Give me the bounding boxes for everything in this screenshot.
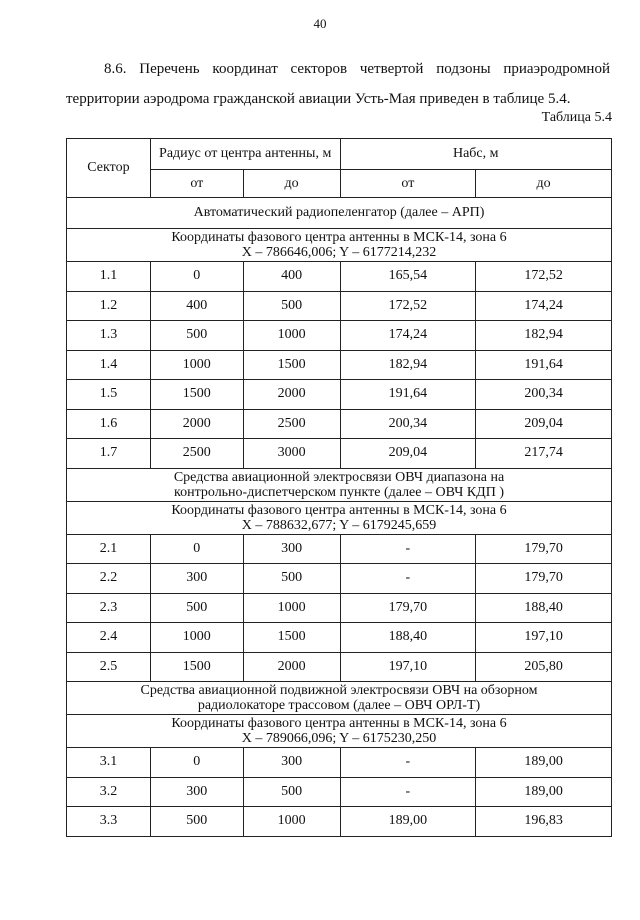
table-row <box>67 807 612 837</box>
cell-sector: 1.6 <box>67 409 151 439</box>
group-title-line: контрольно-диспетчерском пункте (далее – ОВЧ КДП ) <box>174 484 504 500</box>
cell-habs-to: 217,74 <box>476 439 612 469</box>
cell-radius-to: 300 <box>243 534 340 564</box>
cell-habs-from: 165,54 <box>340 262 476 292</box>
cell-radius-from: 0 <box>150 262 243 292</box>
group-coordinates-line: Координаты фазового центра антенны в МСК-14, зона 6 <box>171 716 507 731</box>
cell-radius-to: 300 <box>243 748 340 778</box>
cell-sector: 1.3 <box>67 321 151 351</box>
cell-radius-to: 1500 <box>243 350 340 380</box>
cell-sector: 3.1 <box>67 748 151 778</box>
cell-habs-from: 191,64 <box>340 380 476 410</box>
group-coordinates <box>67 715 612 748</box>
cell-habs-from: - <box>340 748 476 778</box>
page-number: 40 <box>313 16 327 31</box>
table-row <box>67 321 612 351</box>
cell-habs-from: - <box>340 534 476 564</box>
group-title-line: Средства авиационной подвижной электросвязи ОВЧ на обзорном <box>140 683 538 698</box>
cell-habs-to: 189,00 <box>476 748 612 778</box>
cell-radius-to: 500 <box>243 777 340 807</box>
group-title <box>67 198 612 229</box>
cell-radius-to: 400 <box>243 262 340 292</box>
cell-habs-to: 172,52 <box>476 262 612 292</box>
cell-habs-to: 182,94 <box>476 321 612 351</box>
cell-radius-from: 500 <box>150 807 243 837</box>
group-title-line: Средства авиационной электросвязи ОВЧ диапазона на <box>173 469 505 485</box>
cell-habs-to: 191,64 <box>476 350 612 380</box>
cell-radius-from: 1500 <box>150 380 243 410</box>
cell-habs-from: 200,34 <box>340 409 476 439</box>
cell-sector: 1.2 <box>67 291 151 321</box>
cell-radius-to: 2000 <box>243 380 340 410</box>
cell-habs-to: 209,04 <box>476 409 612 439</box>
header-habs-to: до <box>476 170 612 198</box>
cell-radius-to: 1500 <box>243 623 340 653</box>
group-title-cell <box>67 682 612 715</box>
header-habs: Набс, м <box>340 139 612 170</box>
cell-habs-to: 179,70 <box>476 534 612 564</box>
header-sector: Сектор <box>67 139 151 198</box>
cell-habs-to: 196,83 <box>476 807 612 837</box>
table-row <box>67 262 612 292</box>
group-coordinates-cell <box>67 715 612 748</box>
cell-sector: 3.3 <box>67 807 151 837</box>
intro-line-1: 8.6. Перечень координат секторов четвертой подзоны приаэродромной <box>104 61 610 77</box>
cell-radius-from: 300 <box>150 777 243 807</box>
table-caption: Таблица 5.4 <box>541 110 612 125</box>
group-title-line: радиолокаторе трассовом (далее – ОВЧ ОРЛ-Т) <box>197 698 481 713</box>
cell-radius-to: 2500 <box>243 409 340 439</box>
table-row <box>67 564 612 594</box>
intro-paragraph <box>66 54 610 114</box>
cell-habs-from: 174,24 <box>340 321 476 351</box>
table-row <box>67 350 612 380</box>
cell-habs-from: 172,52 <box>340 291 476 321</box>
header-radius-to: до <box>243 170 340 198</box>
group-title <box>67 468 612 501</box>
group-coordinates <box>67 501 612 534</box>
table-row <box>67 380 612 410</box>
cell-habs-to: 205,80 <box>476 652 612 682</box>
cell-habs-to: 189,00 <box>476 777 612 807</box>
cell-sector: 1.5 <box>67 380 151 410</box>
cell-habs-from: - <box>340 777 476 807</box>
table-row <box>67 652 612 682</box>
cell-habs-from: 197,10 <box>340 652 476 682</box>
group-coordinates-line: X – 788632,677; Y – 6179245,659 <box>241 517 437 533</box>
table-row <box>67 439 612 469</box>
cell-radius-to: 1000 <box>243 321 340 351</box>
cell-radius-from: 2000 <box>150 409 243 439</box>
group-coordinates-cell <box>67 229 612 262</box>
cell-habs-from: 209,04 <box>340 439 476 469</box>
group-title-cell <box>67 468 612 501</box>
table-row <box>67 409 612 439</box>
cell-radius-from: 400 <box>150 291 243 321</box>
table-row <box>67 593 612 623</box>
table-row <box>67 777 612 807</box>
cell-sector: 2.1 <box>67 534 151 564</box>
cell-radius-to: 1000 <box>243 807 340 837</box>
cell-radius-from: 500 <box>150 321 243 351</box>
header-row-1 <box>67 139 612 170</box>
cell-radius-to: 2000 <box>243 652 340 682</box>
group-coordinates-cell <box>67 501 612 534</box>
cell-habs-from: 188,40 <box>340 623 476 653</box>
cell-habs-to: 197,10 <box>476 623 612 653</box>
header-radius: Радиус от центра антенны, м <box>150 139 340 170</box>
cell-radius-to: 1000 <box>243 593 340 623</box>
cell-radius-from: 500 <box>150 593 243 623</box>
cell-habs-from: 182,94 <box>340 350 476 380</box>
cell-habs-to: 188,40 <box>476 593 612 623</box>
cell-radius-to: 500 <box>243 564 340 594</box>
group-title-line: Автоматический радиопеленгатор (далее – АРП) <box>193 205 485 220</box>
group-coordinates-line: Координаты фазового центра антенны в МСК-14, зона 6 <box>171 502 507 518</box>
cell-radius-to: 3000 <box>243 439 340 469</box>
cell-radius-to: 500 <box>243 291 340 321</box>
table-row <box>67 291 612 321</box>
cell-radius-from: 2500 <box>150 439 243 469</box>
cell-habs-to: 174,24 <box>476 291 612 321</box>
cell-sector: 2.2 <box>67 564 151 594</box>
group-coordinates-line: X – 789066,096; Y – 6175230,250 <box>241 731 437 746</box>
table-row <box>67 748 612 778</box>
cell-habs-from: 189,00 <box>340 807 476 837</box>
cell-radius-from: 0 <box>150 534 243 564</box>
group-coordinates-line: Координаты фазового центра антенны в МСК-14, зона 6 <box>171 230 507 245</box>
cell-habs-from: - <box>340 564 476 594</box>
sectors-table <box>66 138 612 837</box>
cell-sector: 1.4 <box>67 350 151 380</box>
intro-line-2: территории аэродрома гражданской авиации Усть-Мая приведен в таблице 5.4. <box>66 91 571 107</box>
cell-radius-from: 1000 <box>150 350 243 380</box>
cell-sector: 2.5 <box>67 652 151 682</box>
header-radius-from: от <box>150 170 243 198</box>
cell-habs-from: 179,70 <box>340 593 476 623</box>
group-coordinates <box>67 229 612 262</box>
cell-habs-to: 179,70 <box>476 564 612 594</box>
table-row <box>67 534 612 564</box>
group-title-cell <box>67 198 612 229</box>
cell-radius-from: 300 <box>150 564 243 594</box>
header-habs-from: от <box>340 170 476 198</box>
cell-radius-from: 0 <box>150 748 243 778</box>
cell-radius-from: 1000 <box>150 623 243 653</box>
cell-sector: 3.2 <box>67 777 151 807</box>
cell-sector: 1.7 <box>67 439 151 469</box>
cell-habs-to: 200,34 <box>476 380 612 410</box>
cell-sector: 1.1 <box>67 262 151 292</box>
group-coordinates-line: X – 786646,006; Y – 6177214,232 <box>241 245 437 260</box>
cell-sector: 2.4 <box>67 623 151 653</box>
cell-radius-from: 1500 <box>150 652 243 682</box>
cell-sector: 2.3 <box>67 593 151 623</box>
group-title <box>67 682 612 715</box>
table-row <box>67 623 612 653</box>
